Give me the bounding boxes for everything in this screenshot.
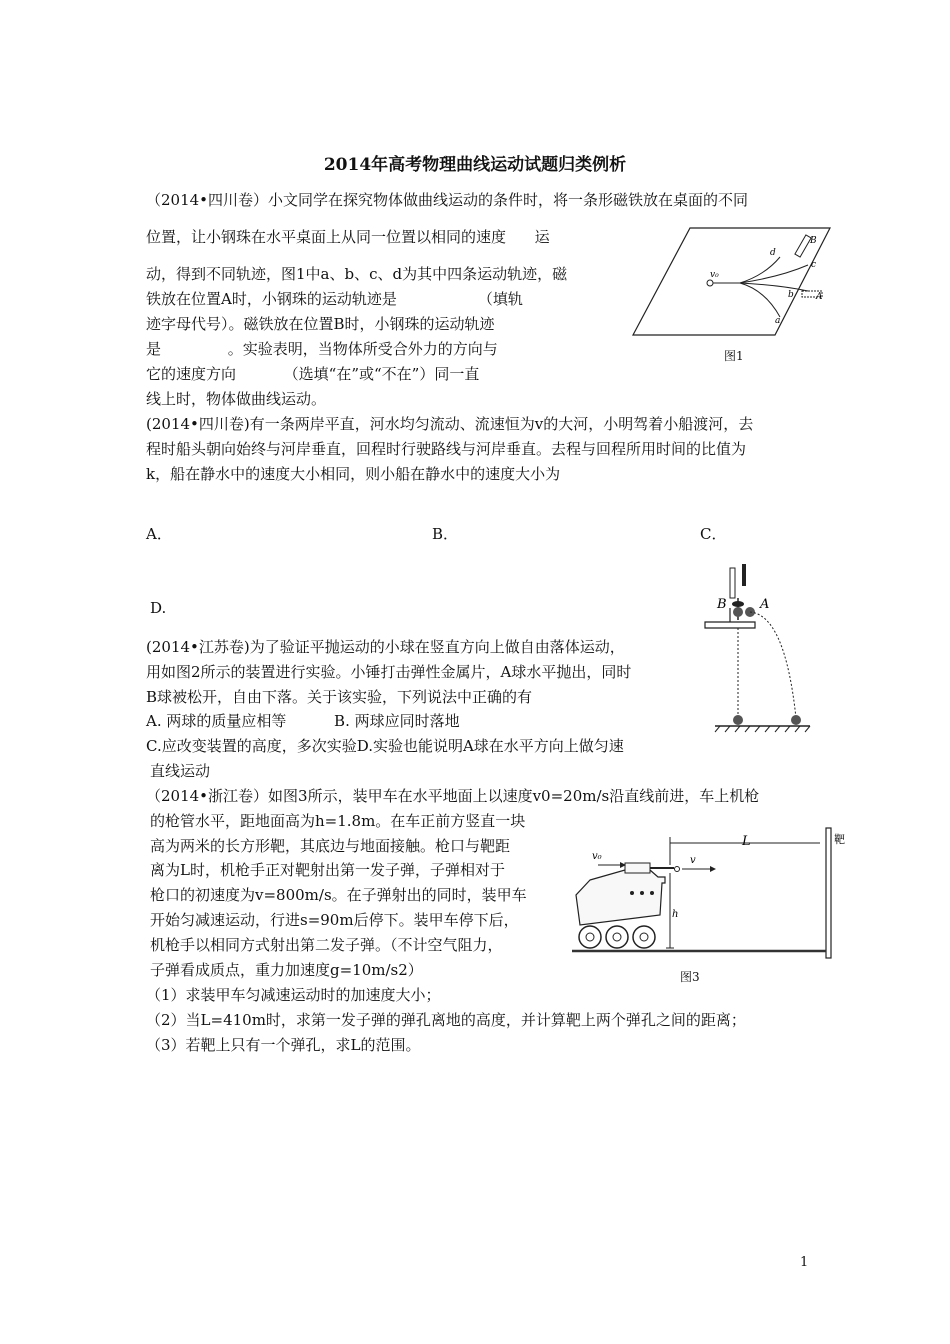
q1-line-7: 它的速度方向 （选填“在”或“不在”）同一直: [146, 365, 480, 383]
q4-line-4: 离为L时，机枪手正对靶射出第一发子弹，子弹相对于: [150, 861, 505, 879]
q1-line-6: 是 。实验表明，当物体所受合外力的方向与: [146, 340, 498, 358]
q1-line-3: 动，得到不同轨迹，图1中a、b、c、d为其中四条运动轨迹，磁: [146, 265, 568, 283]
fig3-label-target: 靶: [834, 833, 845, 846]
fig3-label-h: h: [672, 909, 679, 920]
q4-line-7: 机枪手以相同方式射出第二发子弹。（不计空气阻力，: [150, 936, 503, 954]
q2-option-b: B．: [432, 525, 459, 543]
q3-line-2: 用如图2所示的装置进行实验。小锤打击弹性金属片，A球水平抛出，同时: [146, 663, 632, 681]
fig1-label-d: d: [770, 248, 776, 258]
q3-line-4: A. 两球的质量应相等 B. 两球应同时落地: [146, 712, 460, 730]
fig1-label-A: A: [816, 292, 823, 302]
q4-line-8: 子弹看成质点，重力加速度g=10m/s2）: [150, 961, 423, 979]
fig2-label-B: B: [717, 597, 727, 612]
q2-line-2: 程时船头朝向始终与河岸垂直，回程时行驶路线与河岸垂直。去程与回程所用时间的比值为: [146, 440, 747, 458]
q4-line-1: （2014•浙江卷）如图3所示，装甲车在水平地面上以速度v0=20m/s沿直线前进，车上机枪: [146, 787, 760, 805]
q2-option-c: C．: [700, 525, 727, 543]
q3-line-5: C.应改变装置的高度，多次实验D.实验也能说明A球在水平方向上做匀速: [146, 737, 624, 755]
q2-line-1: (2014•四川卷)有一条两岸平直，河水均匀流动、流速恒为v的大河，小明驾着小船渡河，去: [146, 415, 754, 433]
fig1-label-a: a: [775, 316, 781, 326]
figure-3-caption: 图3: [680, 970, 700, 984]
fig3-label-v0: v₀: [592, 851, 602, 862]
q3-line-6: 直线运动: [150, 762, 211, 780]
q4-subq-2: （2）当L=410m时，求第一发子弹的弹孔离地的高度，并计算靶上两个弹孔之间的距离；: [146, 1011, 746, 1029]
q4-line-2: 的枪管水平，距地面高为h=1.8m。在车正前方竖直一块: [150, 812, 526, 830]
q3-line-3: B球被松开，自由下落。关于该实验，下列说法中正确的有: [146, 688, 533, 706]
q4-subq-1: （1）求装甲车匀减速运动时的加速度大小；: [146, 986, 441, 1004]
fig1-label-c: c: [811, 260, 817, 270]
page-title: 2014年高考物理曲线运动试题归类例析: [323, 155, 627, 175]
fig1-label-v0: v₀: [710, 270, 719, 280]
q4-subq-3: （3）若靶上只有一个弹孔，求L的范围。: [146, 1036, 421, 1054]
fig1-label-b: b: [788, 290, 794, 300]
q1-line-4: 铁放在位置A时，小钢珠的运动轨迹是 （填轨: [146, 290, 523, 308]
q1-line-2: 位置，让小钢珠在水平桌面上从同一位置以相同的速度 运: [146, 228, 550, 246]
figure-1-caption: 图1: [724, 349, 744, 363]
q4-line-6: 开始匀减速运动，行进s=90m后停下。装甲车停下后，: [150, 911, 519, 929]
q4-line-3: 高为两米的长方形靶，其底边与地面接触。枪口与靶距: [150, 837, 511, 855]
fig3-label-L: L: [742, 834, 751, 849]
figure-3-tank-target: [570, 825, 855, 985]
q1-line-5: 迹字母代号）。磁铁放在位置B时，小钢珠的运动轨迹: [146, 315, 495, 333]
q4-line-5: 枪口的初速度为v=800m/s。在子弹射出的同时，装甲车: [150, 886, 527, 904]
fig1-label-B: B: [810, 236, 817, 246]
figure-2-apparatus: [700, 560, 825, 740]
q1-line-8: 线上时，物体做曲线运动。: [146, 390, 327, 408]
fig2-label-A: A: [760, 597, 770, 612]
q2-option-a: A．: [146, 525, 172, 543]
page-number: 1: [800, 1255, 809, 1270]
q1-line-1: （2014•四川卷）小文同学在探究物体做曲线运动的条件时，将一条形磁铁放在桌面的不同: [146, 191, 749, 209]
q2-option-d: D.: [150, 599, 167, 617]
fig3-label-v: v: [690, 855, 696, 866]
q3-line-1: (2014•江苏卷)为了验证平抛运动的小球在竖直方向上做自由落体运动，: [146, 638, 625, 656]
q2-line-3: k，船在静水中的速度大小相同，则小船在静水中的速度大小为: [146, 465, 561, 483]
